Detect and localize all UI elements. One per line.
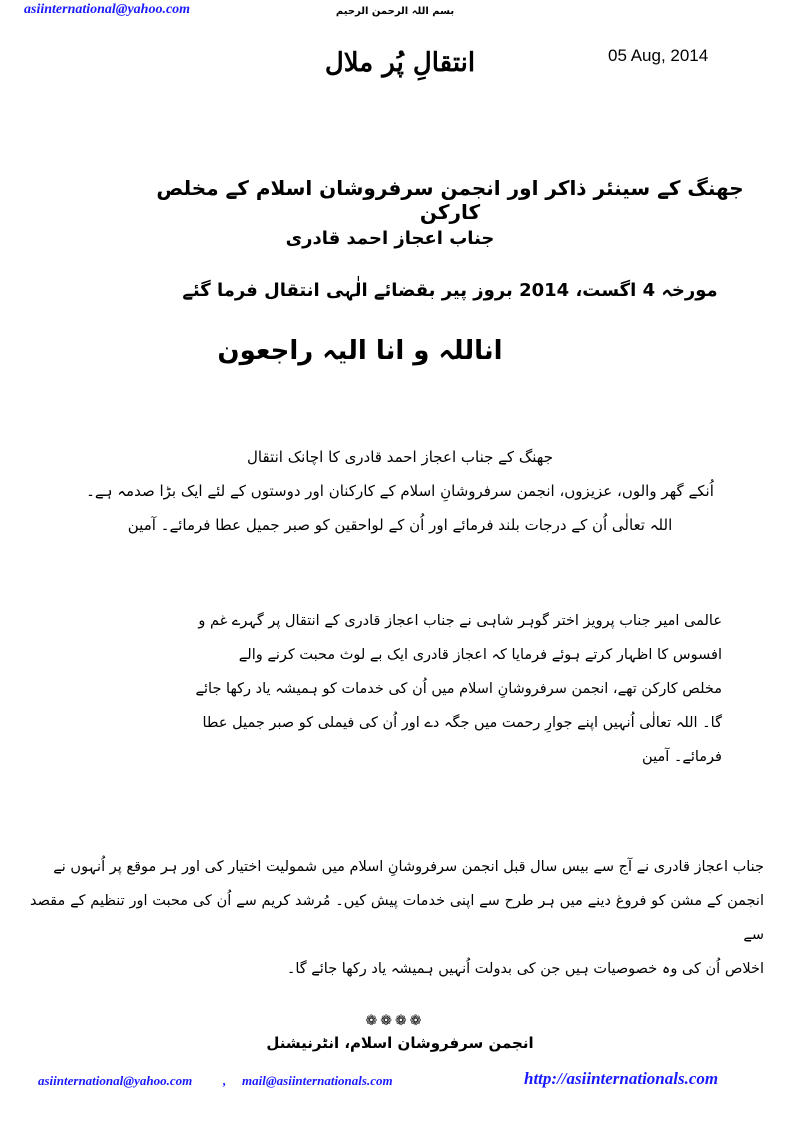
paragraph-leader-statement (96, 604, 722, 774)
announcement-name: جناب اعجاز احمد قادری (285, 228, 495, 249)
date-text: 05 Aug, 2014 (608, 46, 709, 65)
announcement-verse: اناللہ و انا الیہ راجعون (217, 336, 503, 366)
paragraph-line: عالمی امیر جناب پرویز اختر گوہر شاہی نے جناب اعجاز قادری کے انتقال پر گہرے غم و (198, 613, 722, 629)
paragraph-line: انجمن کے مشن کو فروغ دینے میں ہر طرح سے اپنی خدمات پیش کیں۔ مُرشد کریم سے اُن کی محبت اور تنظیم کے مقصد سے (30, 893, 764, 943)
bismillah-text: بسم اللہ الرحمن الرحیم (335, 6, 455, 17)
footer-mail-link[interactable]: mail@asiinternationals.com (242, 1073, 393, 1088)
organization-name: انجمن سرفروشان اسلام، انٹرنیشنل (266, 1034, 534, 1052)
paragraph-line: جناب اعجاز قادری نے آج سے بیس سال قبل انجمن سرفروشانِ اسلام میں شمولیت اختیار کی اور ہر موقع پر اُنہوں نے (53, 859, 764, 875)
announcement-line-1: جھنگ کے سینئر ذاکر اور انجمن سرفروشان اسلام کے مخلص کارکن (156, 176, 744, 224)
paragraph-line: گا۔ اللہ تعالٰی اُنہیں اپنے جوارِ رحمت میں جگہ دے اور اُن کی فیملی کو صبر جمیل عطا (202, 715, 722, 731)
paragraph-line: جھنگ کے جناب اعجاز احمد قادری کا اچانک انتقال (247, 448, 553, 466)
page-title: انتقالِ پُر ملال (324, 48, 476, 78)
paragraph-line: اُنکے گھر والوں، عزیزوں، انجمن سرفروشانِ اسلام کے کارکنان اور دوستوں کے لئے ایک بڑا صدمہ ہے۔ (86, 482, 714, 500)
paragraph-line: اخلاص اُن کی وہ خصوصیات ہیں جن کی بدولت اُنہیں ہمیشہ یاد رکھا جائے گا۔ (286, 961, 764, 977)
announcement-date-line: مورخہ 4 اگست، 2014 بروز پیر بقضائے الٰہی انتقال فرما گئے (182, 280, 718, 301)
footer-email-link[interactable]: asiinternational@yahoo.com (38, 1073, 193, 1088)
paragraph-condolence (60, 440, 740, 542)
paragraph-line: اللہ تعالٰی اُن کے درجات بلند فرمائے اور اُن کے لواحقین کو صبر جمیل عطا فرمائے۔ آمین (127, 516, 673, 534)
header-email-link[interactable]: asiinternational@yahoo.com (24, 2, 191, 17)
paragraph-line: فرمائے۔ آمین (642, 749, 722, 765)
ornament-icon: ❁❁❁❁ (365, 1013, 425, 1029)
paragraph-line: مخلص کارکن تھے، انجمن سرفروشانِ اسلام میں اُن کی خدمات کو ہمیشہ یاد رکھا جائے (195, 681, 722, 697)
footer-separator: , (223, 1073, 227, 1088)
website-link[interactable]: http://asiinternationals.com (524, 1069, 719, 1088)
paragraph-biography (30, 850, 764, 986)
paragraph-line: افسوس کا اظہار کرتے ہوئے فرمایا کہ اعجاز قادری ایک بے لوث محبت کرنے والے (238, 647, 722, 663)
